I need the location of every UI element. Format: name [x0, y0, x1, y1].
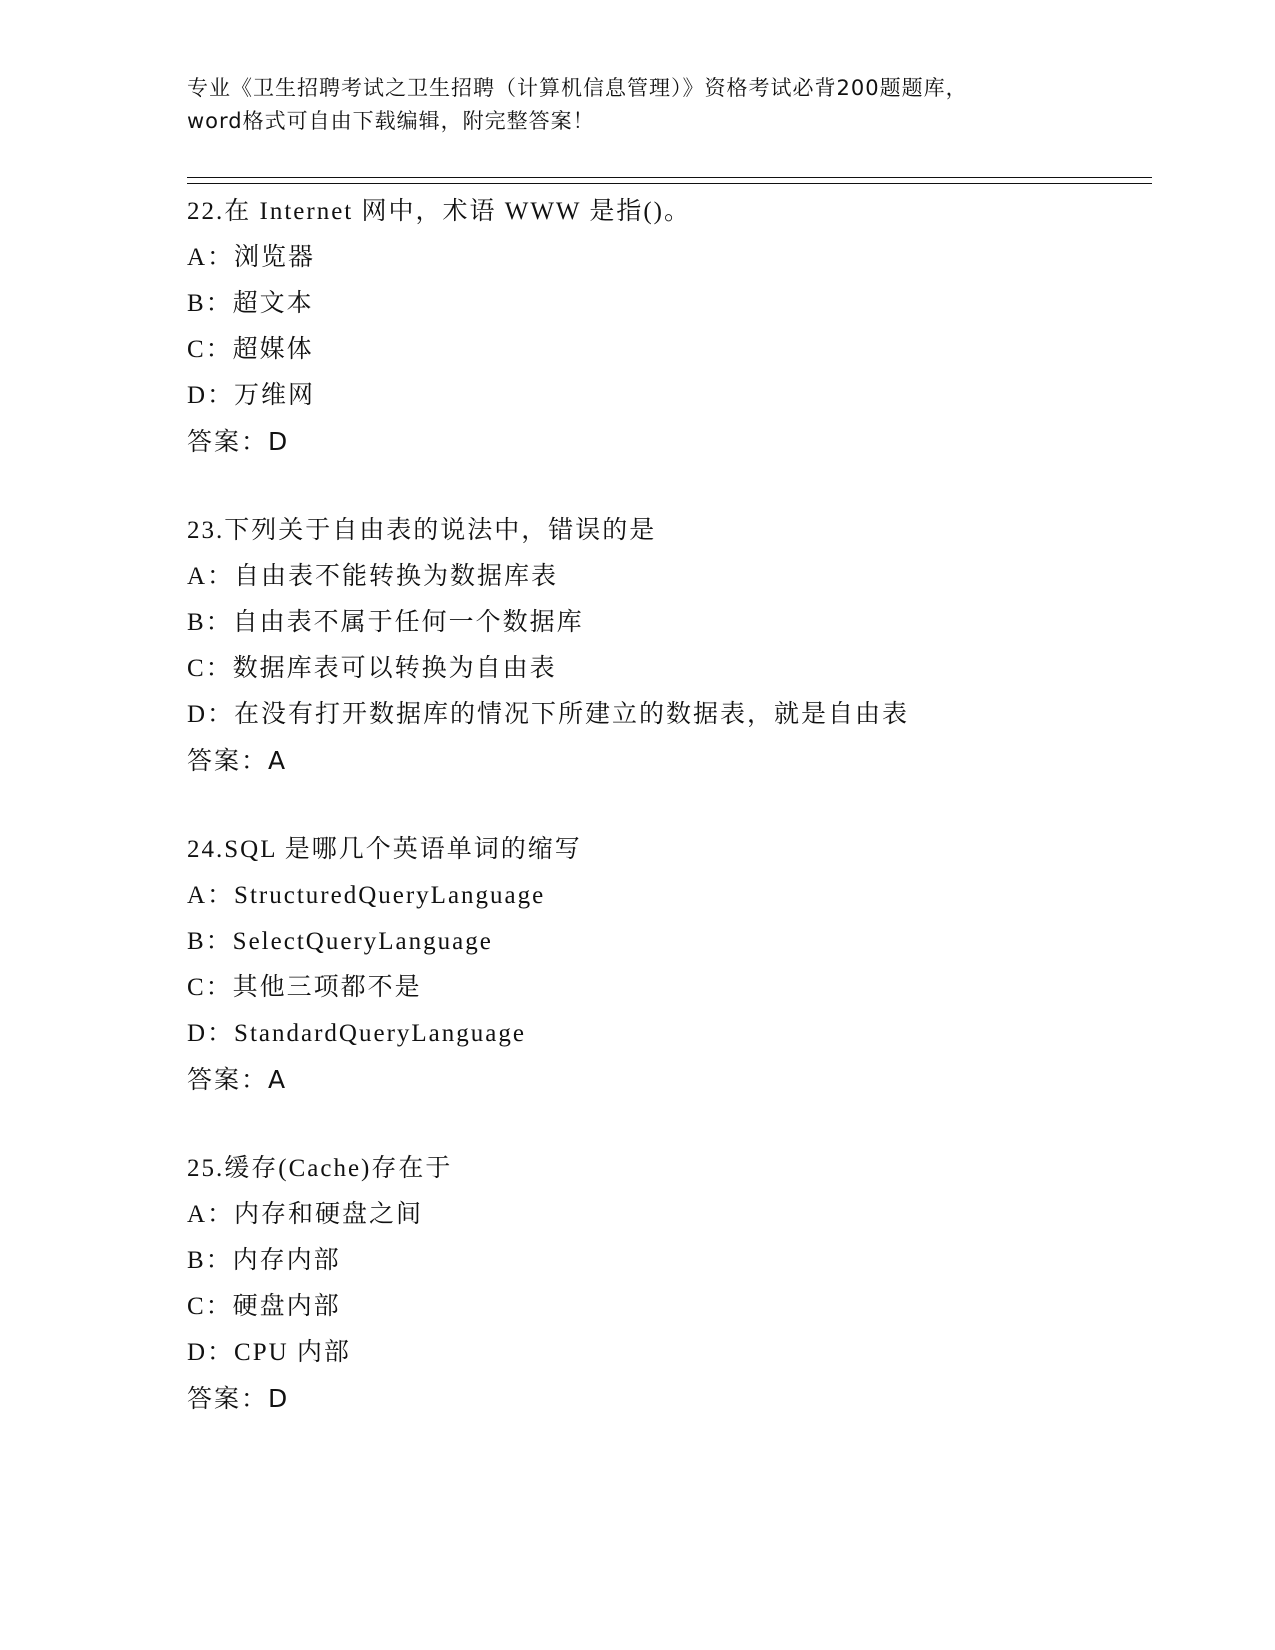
option-c: C：超媒体 [187, 336, 314, 363]
answer-line: 答案：D [187, 1384, 290, 1413]
option-c: C：硬盘内部 [187, 1293, 341, 1320]
question-block [187, 189, 1167, 465]
answer-line: 答案：D [187, 427, 290, 456]
option-a: A：浏览器 [187, 244, 316, 271]
question-stem: 23.下列关于自由表的说法中，错误的是 [187, 517, 657, 544]
answer-line: 答案：A [187, 746, 288, 775]
option-c: C：数据库表可以转换为自由表 [187, 655, 557, 682]
question-block [187, 508, 1167, 784]
option-d: D：在没有打开数据库的情况下所建立的数据表，就是自由表 [187, 701, 910, 728]
option-d: D：万维网 [187, 382, 316, 409]
question-stem: 25.缓存(Cache)存在于 [187, 1155, 453, 1182]
header-divider-bottom [187, 183, 1152, 184]
header-title-line-2: word格式可自由下载编辑，附完整答案！ [187, 109, 595, 133]
header-divider-top [187, 177, 1152, 178]
option-a: A：自由表不能转换为数据库表 [187, 563, 559, 590]
answer-line: 答案：A [187, 1065, 288, 1094]
option-d: D：CPU 内部 [187, 1339, 351, 1366]
option-b: B：SelectQueryLanguage [187, 928, 493, 955]
question-stem: 24.SQL 是哪几个英语单词的缩写 [187, 836, 582, 863]
option-b: B：超文本 [187, 290, 314, 317]
question-stem: 22.在 Internet 网中，术语 WWW 是指()。 [187, 198, 691, 225]
option-b: B：自由表不属于任何一个数据库 [187, 609, 584, 636]
option-b: B：内存内部 [187, 1247, 341, 1274]
question-block [187, 827, 1167, 1103]
question-block [187, 1146, 1167, 1422]
option-c: C：其他三项都不是 [187, 974, 422, 1001]
option-d: D：StandardQueryLanguage [187, 1020, 526, 1047]
document-header [187, 72, 1087, 138]
option-a: A：StructuredQueryLanguage [187, 882, 546, 909]
option-a: A：内存和硬盘之间 [187, 1201, 424, 1228]
header-title-line-1: 专业《卫生招聘考试之卫生招聘（计算机信息管理）》资格考试必背200题题库， [187, 76, 968, 100]
